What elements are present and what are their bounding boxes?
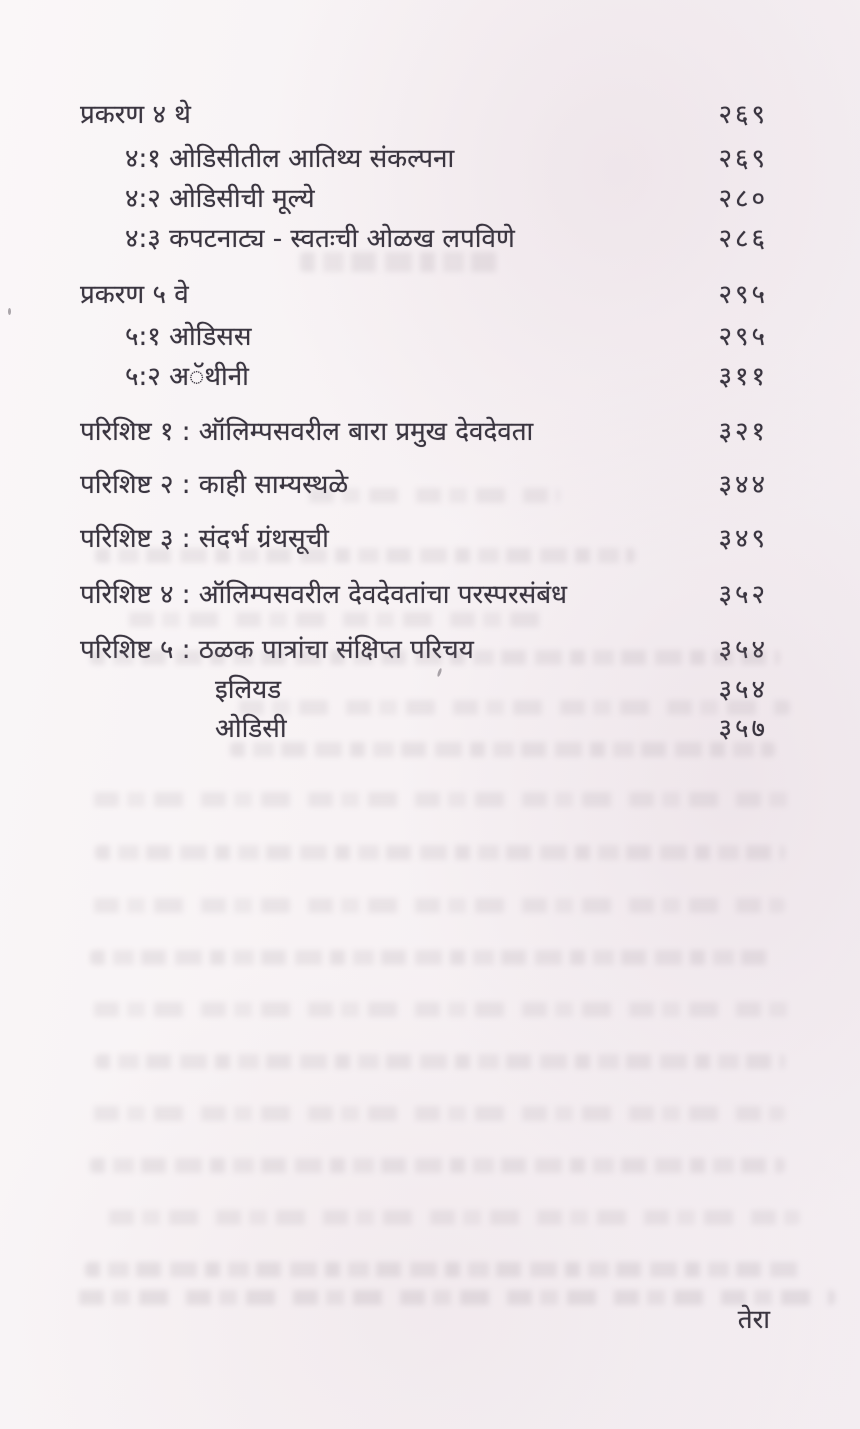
bleedthrough-line [85, 1002, 790, 1017]
toc-page-number: ३५७ [718, 714, 768, 744]
toc-entry-label: परिशिष्ट ५ : ठळक पात्रांचा संक्षिप्त परिचय [80, 635, 474, 665]
toc-row [80, 712, 768, 746]
bleedthrough-line [85, 1262, 805, 1277]
toc-page-number: २८६ [718, 224, 768, 254]
toc-entry-label: इलियड [215, 675, 282, 705]
bleedthrough-line [90, 650, 780, 665]
bleedthrough-line [230, 700, 790, 715]
toc-entry-label: परिशिष्ट १ : ऑलिम्पसवरील बारा प्रमुख देवदेवता [80, 417, 534, 447]
bleedthrough-line [120, 612, 550, 627]
toc-entry-label: ५:२ अॅथीनी [125, 362, 249, 392]
toc-page-number: ३५४ [718, 635, 768, 665]
toc-row [80, 415, 768, 449]
toc-entry-label: ४:२ ओडिसीची मूल्ये [125, 184, 315, 214]
bleedthrough-line [90, 1158, 785, 1173]
bleedthrough-line [95, 548, 635, 563]
toc-entry-label: ४:१ ओडिसीतील आतिथ्य संकल्पना [125, 144, 455, 174]
toc-row [80, 360, 768, 394]
toc-row [80, 278, 768, 312]
toc-page-number: ३११ [718, 362, 768, 392]
bleedthrough-line [85, 898, 785, 913]
toc-page-number: ३४९ [718, 524, 768, 554]
toc-page-number: २९५ [718, 322, 768, 352]
bleedthrough-line [95, 1054, 785, 1069]
toc-row [80, 222, 768, 256]
toc-row [80, 182, 768, 216]
toc-page-number: २६९ [718, 100, 768, 130]
toc-page-number: २६९ [718, 144, 768, 174]
bleedthrough-line [300, 252, 500, 272]
toc-row [80, 142, 768, 176]
toc-entry-label: प्रकरण ५ वे [80, 280, 189, 310]
toc-page-number: ३२१ [718, 417, 768, 447]
toc-entry-label: परिशिष्ट २ : काही साम्यस्थळे [80, 470, 349, 500]
scan-speck [8, 308, 11, 315]
toc-entry-label: प्रकरण ४ थे [80, 100, 191, 130]
toc-entry-label: परिशिष्ट ३ : संदर्भ ग्रंथसूची [80, 524, 329, 554]
toc-page-number: ३४४ [718, 470, 768, 500]
toc-page-number: ३५४ [718, 675, 768, 705]
bleedthrough-line [85, 792, 790, 807]
toc-row [80, 320, 768, 354]
toc-page-number: २९५ [718, 280, 768, 310]
toc-row [80, 578, 768, 612]
toc-page-number: २८० [718, 184, 768, 214]
toc-entry-label: ४:३ कपटनाट्य - स्वतःची ओळख लपविणे [125, 224, 515, 254]
bleedthrough-line [95, 845, 785, 860]
bleedthrough-line [230, 742, 775, 757]
toc-page-number: ३५२ [718, 580, 768, 610]
toc-entry-label: ओडिसी [215, 714, 287, 744]
toc-entry-label: ५:१ ओडिसस [125, 322, 252, 352]
bleedthrough-line [100, 1210, 800, 1225]
footer-page-label: तेरा [737, 1305, 770, 1335]
bleedthrough-line [300, 488, 560, 503]
toc-entry-label: परिशिष्ट ४ : ऑलिम्पसवरील देवदेवतांचा परस्परसंबंध [80, 580, 568, 610]
bleedthrough-line [70, 1290, 835, 1305]
bleedthrough-line [90, 950, 775, 965]
toc-row [80, 98, 768, 132]
bleedthrough-line [85, 1106, 785, 1121]
